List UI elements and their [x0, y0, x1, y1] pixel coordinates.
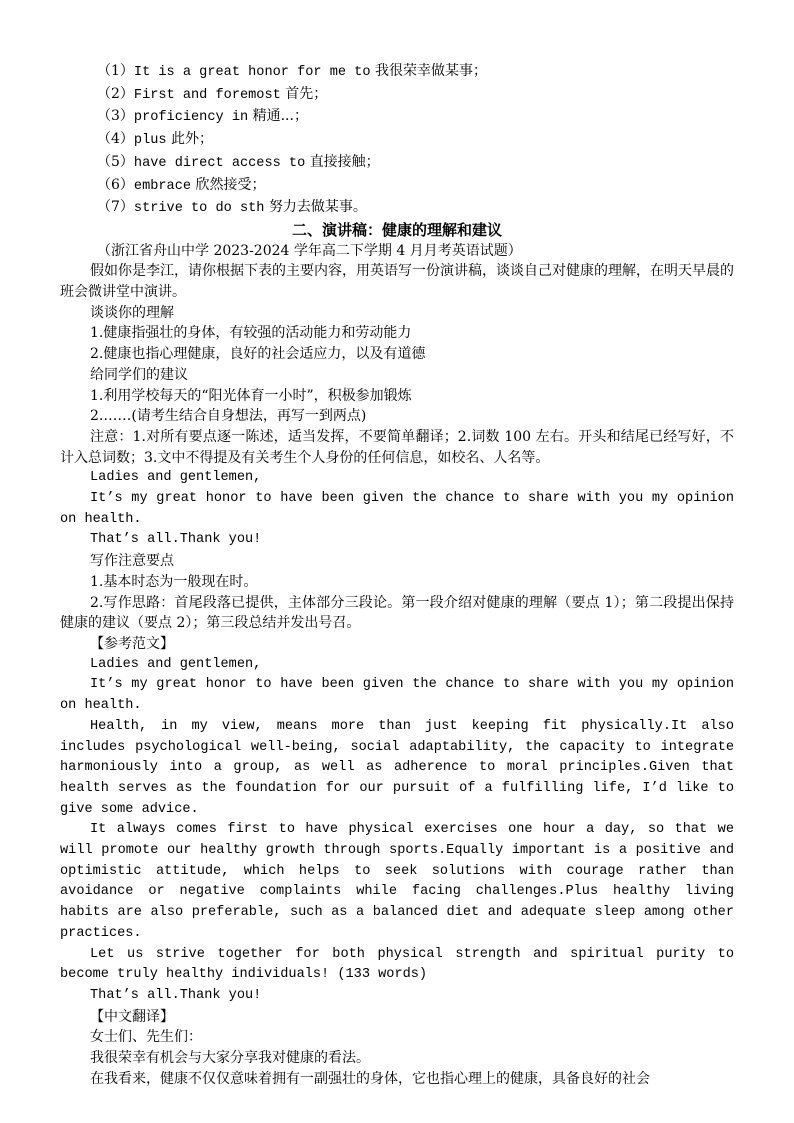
sample-paragraph: It always comes first to have physical exercises one hour a day, so that we will promote our healthy growth through sports.Equally important is a positive and optimistic attitude, which helps to seek solutions with courage rather than avoidance or negative complaints while facing challenges.Plus healthy living habits are also preferable, such as a balanced diet and adequate sleep among other practices. [60, 822, 734, 941]
understanding-heading: 谈谈你的理解 [90, 304, 174, 321]
sample-opening: It’s my great honor to have been given the chance to share with you my opinion on health. [60, 677, 734, 714]
vocabulary-list [60, 61, 734, 220]
vocab-item: （6）embrace 欣然接受； [97, 176, 266, 194]
source-note: （浙江省舟山中学 2023-2024 学年高二下学期 4 月月考英语试题） [97, 242, 522, 259]
translation-line: 女士们、先生们： [90, 1029, 202, 1046]
tips-point: 2.写作思路：首尾段落已提供，主体部分三段论。第一段介绍对健康的理解（要点 1）；第二段提出保持健康的建议（要点 2）；第三段总结并发出号召。 [60, 594, 734, 632]
section-title: 二、演讲稿：健康的理解和建议 [291, 220, 502, 239]
translation-heading: 【中文翻译】 [90, 1008, 174, 1025]
advice-heading: 给同学们的建议 [90, 366, 188, 383]
speech-opening: It’s my great honor to have been given the chance to share with you my opinion on health. [60, 491, 734, 527]
document-page [60, 61, 734, 1089]
vocab-item: （7）strive to do sth 努力去做某事。 [97, 199, 367, 217]
vocab-item: （5）have direct access to 直接接触； [97, 153, 380, 171]
sample-greeting: Ladies and gentlemen, [90, 656, 262, 672]
understanding-point: 2.健康也指心理健康，良好的社会适应力，以及有道德 [90, 346, 426, 363]
sample-paragraph: Health, in my view, means more than just keeping fit physically.It also includes psychological well-being, social adaptability, the capacity to integrate harmoniously into a group, as well as adherence to moral principles.Given that health serves as the foundation for our pursuit of a fulfilling life, I’d like to give some advice. [60, 718, 734, 817]
sample-heading: 【参考范文】 [90, 635, 174, 652]
sample-closing: That’s all.Thank you! [90, 987, 262, 1003]
advice-point: 1.利用学校每天的“阳光体育一小时”，积极参加锻炼 [90, 387, 412, 404]
speech-greeting: Ladies and gentlemen, [90, 470, 262, 486]
tips-heading: 写作注意要点 [90, 553, 174, 570]
understanding-point: 1.健康指强壮的身体，有较强的活动能力和劳动能力 [90, 325, 412, 342]
writing-prompt: 假如你是李江，请你根据下表的主要内容，用英语写一份演讲稿，谈谈自己对健康的理解，在明天早晨的班会微讲堂中演讲。 [60, 263, 734, 301]
sample-paragraph: Let us strive together for both physical strength and spiritual purity to become truly healthy individuals! (133 words) [60, 946, 734, 983]
instructions-note: 注意：1.对所有要点逐一陈述，适当发挥，不要简单翻译；2.词数 100 左右。开头和结尾已经写好，不计入总词数；3.文中不得提及有关考生个人身份的任何信息，如校名、人名等。 [60, 428, 734, 466]
translation-line: 在我看来，健康不仅仅意味着拥有一副强壮的身体，它也指心理上的健康，具备良好的社会 [90, 1070, 650, 1087]
vocab-item: （1）It is a great honor for me to 我很荣幸做某事； [97, 63, 487, 80]
vocab-item: （3）proficiency in 精通...； [97, 108, 308, 126]
speech-closing: That’s all.Thank you! [90, 532, 262, 548]
translation-line: 我很荣幸有机会与大家分享我对健康的看法。 [90, 1050, 370, 1067]
vocab-item: （4）plus 此外； [97, 131, 214, 149]
vocab-item: （2）First and foremost 首先； [97, 85, 328, 103]
advice-point: 2.……(请考生结合自身想法，再写一到两点) [90, 408, 367, 425]
tips-point: 1.基本时态为一般现在时。 [90, 573, 258, 590]
